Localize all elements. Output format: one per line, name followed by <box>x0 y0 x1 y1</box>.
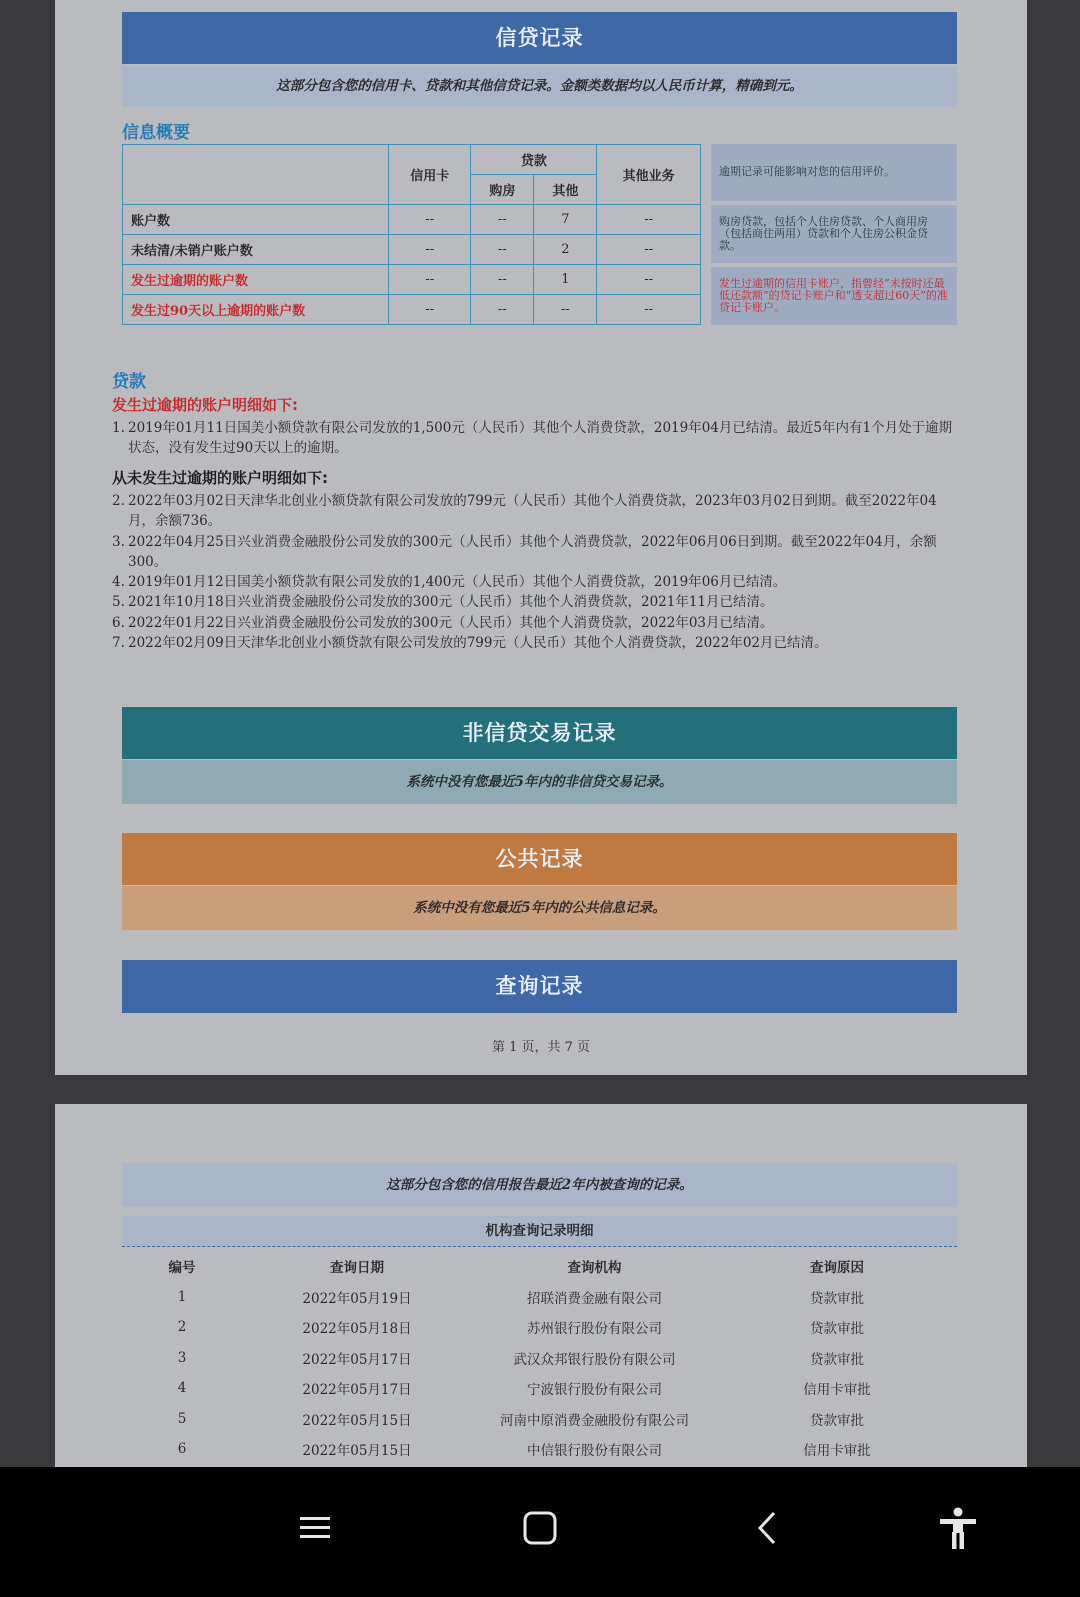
note-overdue-card: 发生过逾期的信用卡账户，指曾经“未按时还最低还款额”的贷记卡账户和“透支超过60天”的准贷记卡账户。 <box>711 267 957 325</box>
header-number: 编号 <box>168 1260 196 1277</box>
col-other: 其他 <box>534 175 597 205</box>
normal-list <box>112 491 957 653</box>
list-item <box>112 592 957 612</box>
cell: -- <box>597 235 701 265</box>
system-nav-bar <box>0 1467 1080 1597</box>
query-records-title: 查询记录 <box>122 960 957 1013</box>
cell: -- <box>389 265 471 295</box>
query-detail-title: 机构查询记录明细 <box>122 1216 957 1247</box>
note-overdue-impact: 逾期记录可能影响对您的信用评价。 <box>711 144 957 201</box>
item-text: 2019年01月12日国美小额贷款有限公司发放的1,400元（人民币）其他个人消费贷款，2019年06月已结清。 <box>128 574 787 590</box>
item-number: 2. <box>112 493 125 509</box>
cell: 信用卡审批 <box>803 1382 871 1399</box>
item-number: 4. <box>112 574 125 590</box>
cell: 贷款审批 <box>810 1290 864 1307</box>
cell: -- <box>597 295 701 325</box>
cell: -- <box>471 265 534 295</box>
query-subtitle: 这部分包含您的信用报告最近2年内被查询的记录。 <box>122 1163 957 1207</box>
table-row <box>122 1404 957 1435</box>
summary-row <box>123 295 701 325</box>
item-text: 2019年01月11日国美小额贷款有限公司发放的1,500元（人民币）其他个人消费贷款，2019年04月已结清。最近5年内有1个月处于逾期状态，没有发生过90天以上的逾期。 <box>128 420 953 457</box>
table-row <box>122 1343 957 1374</box>
accessibility-icon[interactable] <box>938 1507 978 1553</box>
report-page-1 <box>55 0 1027 1075</box>
summary-row <box>123 265 701 295</box>
cell: 2022年05月17日 <box>302 1382 412 1399</box>
cell: 河南中原消费金融股份有限公司 <box>500 1412 689 1429</box>
col-credit-card: 信用卡 <box>389 145 471 205</box>
item-number: 6. <box>112 614 125 631</box>
summary-notes <box>711 144 957 329</box>
list-item <box>112 491 957 532</box>
page-footer: 第 1 页，共 7 页 <box>491 1040 591 1055</box>
cell: 5 <box>177 1410 187 1427</box>
list-item <box>112 572 957 592</box>
cell: 3 <box>177 1349 187 1366</box>
credit-section-title: 信贷记录 <box>122 12 957 64</box>
loans-label: 贷款 <box>112 372 146 392</box>
summary-row <box>123 205 701 235</box>
cell: -- <box>389 205 471 235</box>
cell: 6 <box>177 1441 187 1458</box>
table-row <box>122 1312 957 1343</box>
item-text: 2022年04月25日兴业消费金融股份公司发放的300元（人民币）其他个人消费贷款，2022年06月06日到期。截至2022年04月，余额300。 <box>128 533 937 570</box>
home-icon[interactable] <box>523 1511 557 1549</box>
public-records-subtitle: 系统中没有您最近5年内的公共信息记录。 <box>122 886 957 930</box>
cell: -- <box>534 295 597 325</box>
cell: 7 <box>534 205 597 235</box>
report-page-2 <box>55 1104 1027 1484</box>
item-text: 2022年02月09日天津华北创业小额贷款有限公司发放的799元（人民币）其他个人消费贷款，2022年02月已结清。 <box>128 634 828 651</box>
cell: 武汉众邦银行股份有限公司 <box>513 1351 676 1368</box>
cell: 宁波银行股份有限公司 <box>527 1382 662 1399</box>
menu-icon[interactable] <box>298 1511 332 1549</box>
cell: -- <box>389 235 471 265</box>
summary-table <box>122 144 701 325</box>
item-number: 5. <box>112 594 125 611</box>
query-table <box>122 1251 957 1465</box>
cell: 2022年05月15日 <box>302 1412 412 1429</box>
cell: 招联消费金融有限公司 <box>527 1290 662 1307</box>
cell: -- <box>471 235 534 265</box>
cell: 4 <box>177 1380 187 1397</box>
cell: -- <box>471 295 534 325</box>
col-other-biz: 其他业务 <box>597 145 701 205</box>
row-label: 账户数 <box>123 205 389 235</box>
col-loan: 贷款 <box>471 145 597 175</box>
table-row <box>122 1282 957 1313</box>
item-text: 2021年10月18日兴业消费金融股份公司发放的300元（人民币）其他个人消费贷款，2021年11月已结清。 <box>128 594 774 611</box>
normal-heading: 从未发生过逾期的账户明细如下: <box>112 469 329 487</box>
item-number: 1. <box>112 420 125 436</box>
cell: 中信银行股份有限公司 <box>527 1443 662 1460</box>
summary-label: 信息概要 <box>122 123 190 143</box>
cell: 2 <box>534 235 597 265</box>
cell: 2022年05月19日 <box>302 1290 412 1307</box>
cell: 2022年05月15日 <box>302 1443 412 1460</box>
cell: 贷款审批 <box>810 1412 864 1429</box>
non-credit-subtitle: 系统中没有您最近5年内的非信贷交易记录。 <box>122 760 957 804</box>
overdue-heading: 发生过逾期的账户明细如下: <box>112 396 298 414</box>
cell: 1 <box>534 265 597 295</box>
cell: 贷款审批 <box>810 1351 864 1368</box>
item-text: 2022年03月02日天津华北创业小额贷款有限公司发放的799元（人民币）其他个人消费贷款，2023年03月02日到期。截至2022年04月，余额736。 <box>128 493 937 530</box>
overdue-list <box>112 418 957 459</box>
query-header-row <box>122 1251 957 1282</box>
cell: 贷款审批 <box>810 1321 864 1338</box>
cell: 信用卡审批 <box>803 1443 871 1460</box>
cell: 2022年05月17日 <box>302 1351 412 1368</box>
cell: 2 <box>177 1319 187 1336</box>
note-housing-loan: 购房贷款，包括个人住房贷款、个人商用房（包括商住两用）贷款和个人住房公积金贷款。 <box>711 205 957 263</box>
item-text: 2022年01月22日兴业消费金融股份公司发放的300元（人民币）其他个人消费贷款，2022年03月已结清。 <box>128 614 774 631</box>
row-label: 发生过90天以上逾期的账户数 <box>123 295 389 325</box>
header-date: 查询日期 <box>330 1260 384 1277</box>
table-row <box>122 1434 957 1465</box>
table-row <box>122 1373 957 1404</box>
cell: -- <box>389 295 471 325</box>
summary-corner-cell <box>123 145 389 205</box>
list-item <box>112 633 957 653</box>
cell: -- <box>597 265 701 295</box>
header-reason: 查询原因 <box>810 1260 864 1277</box>
cell: 苏州银行股份有限公司 <box>527 1321 662 1338</box>
cell: 1 <box>177 1288 187 1305</box>
cell: -- <box>471 205 534 235</box>
back-icon[interactable] <box>752 1511 786 1549</box>
public-records-title: 公共记录 <box>122 833 957 885</box>
non-credit-title: 非信贷交易记录 <box>122 707 957 759</box>
summary-row <box>123 235 701 265</box>
row-label: 未结清/未销户账户数 <box>123 235 389 265</box>
cell: 2022年05月18日 <box>302 1321 412 1338</box>
item-number: 7. <box>112 634 125 651</box>
header-institution: 查询机构 <box>567 1260 622 1277</box>
row-label: 发生过逾期的账户数 <box>123 265 389 295</box>
list-item <box>112 418 957 459</box>
list-item <box>112 613 957 633</box>
col-housing: 购房 <box>471 175 534 205</box>
item-number: 3. <box>112 533 125 550</box>
list-item <box>112 532 957 573</box>
credit-section-subtitle: 这部分包含您的信用卡、贷款和其他信贷记录。金额类数据均以人民币计算，精确到元。 <box>122 66 957 107</box>
cell: -- <box>597 205 701 235</box>
